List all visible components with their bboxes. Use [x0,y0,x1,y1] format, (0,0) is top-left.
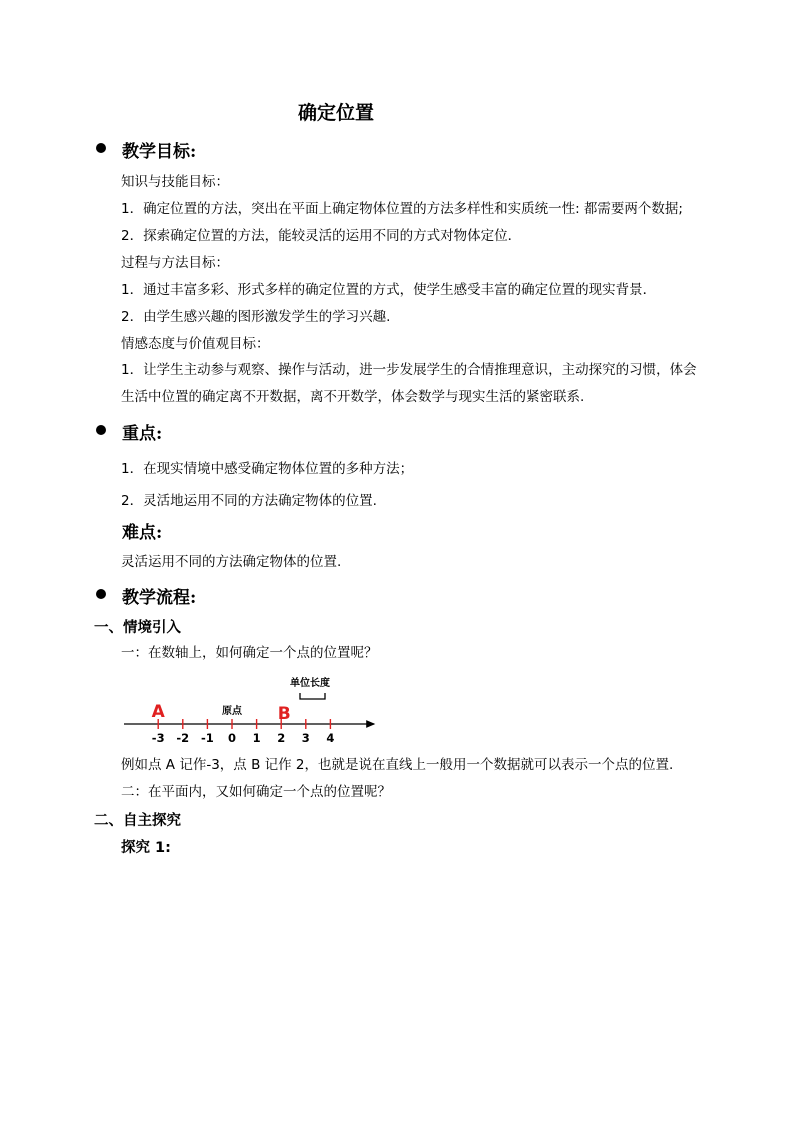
point-b-label: B [277,704,291,724]
example-text: 例如点 A 记作-3，点 B 记作 2，也就是说在直线上一般用一个数据就可以表示一个点的位置. [121,757,674,773]
tick-label: 4 [326,731,335,745]
tick-label: 3 [301,731,310,745]
point-a-label: A [151,702,165,722]
bullet-icon [96,425,106,435]
process-goal-label: 过程与方法目标： [121,255,229,271]
section-heading-key-points: 重点: [122,424,163,444]
number-line-diagram [118,672,383,747]
part2-heading: 二、自主探究 [94,813,181,829]
process-goal-2: 2．由学生感兴趣的图形激发学生的学习兴趣. [121,309,391,325]
page-title: 确定位置 [298,102,375,124]
key-point-1: 1．在现实情境中感受确定物体位置的多种方法； [121,461,414,477]
origin-label: 原点 [222,706,242,717]
emotion-goal-1: 1．让学生主动参与观察、操作与活动，进一步发展学生的合情推理意识，主动探究的习惯，体会生活中位置的确定离不开数据，离不开数学，体会数学与现实生活的紧密联系. [121,362,697,405]
part1-heading: 一、情境引入 [94,620,181,636]
explore-1-label: 探究 1: [121,840,171,856]
tick-label: 0 [227,731,237,745]
section-heading-flow: 教学流程: [122,588,197,608]
difficulty-text: 灵活运用不同的方法确定物体的位置. [121,554,342,570]
emotion-goal-label: 情感态度与价值观目标： [121,336,270,352]
knowledge-goal-label: 知识与技能目标： [121,174,229,190]
unit-length-label: 单位长度 [290,678,330,689]
tick-label: 1 [252,731,261,745]
section-heading-goals: 教学目标: [122,142,197,162]
process-goal-1: 1．通过丰富多彩、形式多样的确定位置的方式，使学生感受丰富的确定位置的现实背景． [121,282,657,298]
tick-label: -1 [201,731,214,745]
section-heading-difficulty: 难点: [122,523,163,543]
bullet-icon [96,143,106,153]
question-1: 一：在数轴上，如何确定一个点的位置呢？ [121,645,378,661]
question-2: 二：在平面内，又如何确定一个点的位置呢？ [121,784,391,800]
key-point-2: 2．灵活地运用不同的方法确定物体的位置. [121,493,377,509]
tick-label: 2 [277,731,286,745]
tick-label: -2 [176,731,190,745]
unit-length-bracket [300,693,325,699]
bullet-icon [96,589,106,599]
tick-label: -3 [151,731,165,745]
knowledge-goal-1: 1．确定位置的方法，突出在平面上确定物体位置的方法多样性和实质统一性: 都需要两个数据; [121,201,683,217]
knowledge-goal-2: 2．探索确定位置的方法，能较灵活的运用不同的方式对物体定位． [121,228,522,244]
